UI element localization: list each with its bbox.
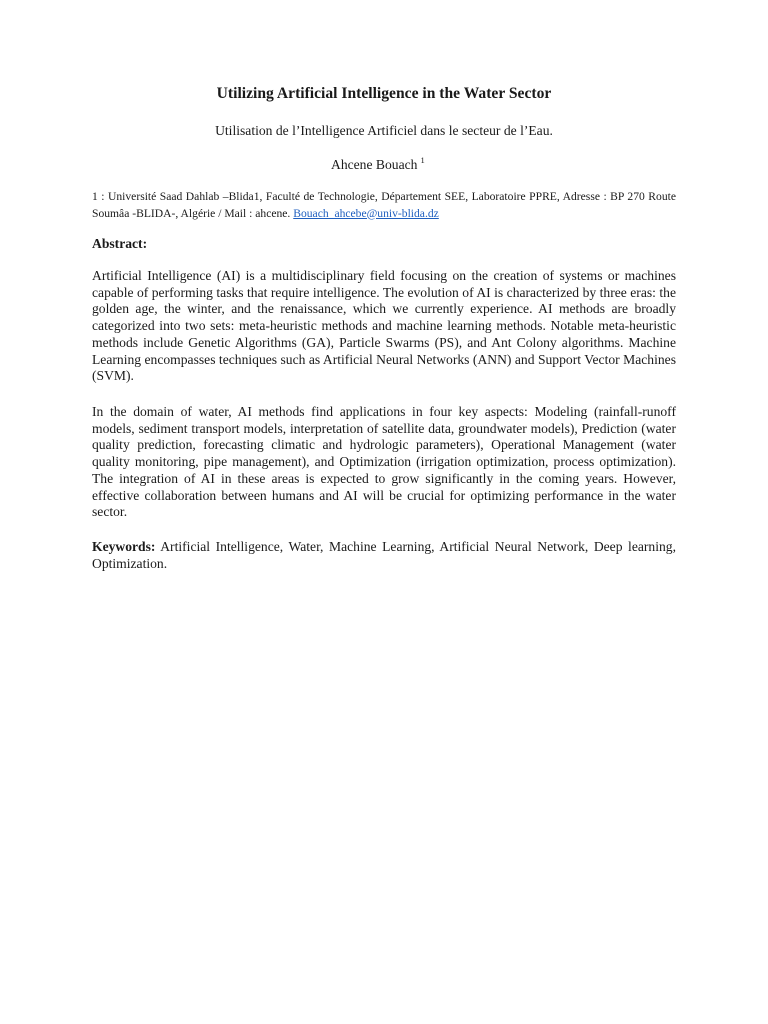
author-name: Ahcene Bouach bbox=[331, 157, 418, 172]
keywords-text: Artificial Intelligence, Water, Machine Learning, Artificial Neural Network, Deep learning, Optimization. bbox=[92, 539, 676, 571]
abstract-paragraph-2: In the domain of water, AI methods find applications in four key aspects: Modeling (rainfall-runoff models, sediment transport models, interpretation of satellite data, groundwater models), Prediction (water quality prediction, forecasting climatic and hydrologic parameters), Operational Management (water quality monitoring, pipe management), and Optimization (irrigation optimization, process optimization). The integration of AI in these areas is expected to grow significantly in the coming years. However, effective collaboration between humans and AI will be crucial for optimizing performance in the water sector. bbox=[92, 404, 676, 520]
email-link[interactable]: Bouach_ahcebe@univ-blida.dz bbox=[293, 206, 439, 220]
author-affiliation-marker: 1 bbox=[420, 155, 425, 165]
affiliation-text: 1 : Université Saad Dahlab –Blida1, Faculté de Technologie, Département SEE, Laboratoire PPRE, Adresse : BP 270 Route Soumâa -BLIDA-, Algérie / Mail : ahcene. bbox=[92, 190, 676, 220]
abstract-heading: Abstract: bbox=[92, 236, 148, 251]
affiliation-note bbox=[92, 189, 676, 222]
keywords-label: Keywords: bbox=[92, 539, 156, 554]
paper-subtitle-french: Utilisation de l’Intelligence Artificiel dans le secteur de l’Eau. bbox=[215, 123, 553, 138]
abstract-paragraph-1: Artificial Intelligence (AI) is a multidisciplinary field focusing on the creation of systems or machines capable of performing tasks that require intelligence. The evolution of AI is characterized by three eras: the golden age, the winter, and the renaissance, which we currently experience. AI methods are broadly categorized into two sets: meta-heuristic methods and machine learning methods. Notable meta-heuristic methods include Genetic Algorithms (GA), Particle Swarms (PS), and Ant Colony algorithms. Machine Learning encompasses techniques such as Artificial Neural Networks (ANN) and Support Vector Machines (SVM). bbox=[92, 268, 676, 384]
keywords-line bbox=[92, 538, 676, 572]
paper-title: Utilizing Artificial Intelligence in the Water Sector bbox=[216, 85, 552, 102]
author-line bbox=[331, 156, 425, 174]
